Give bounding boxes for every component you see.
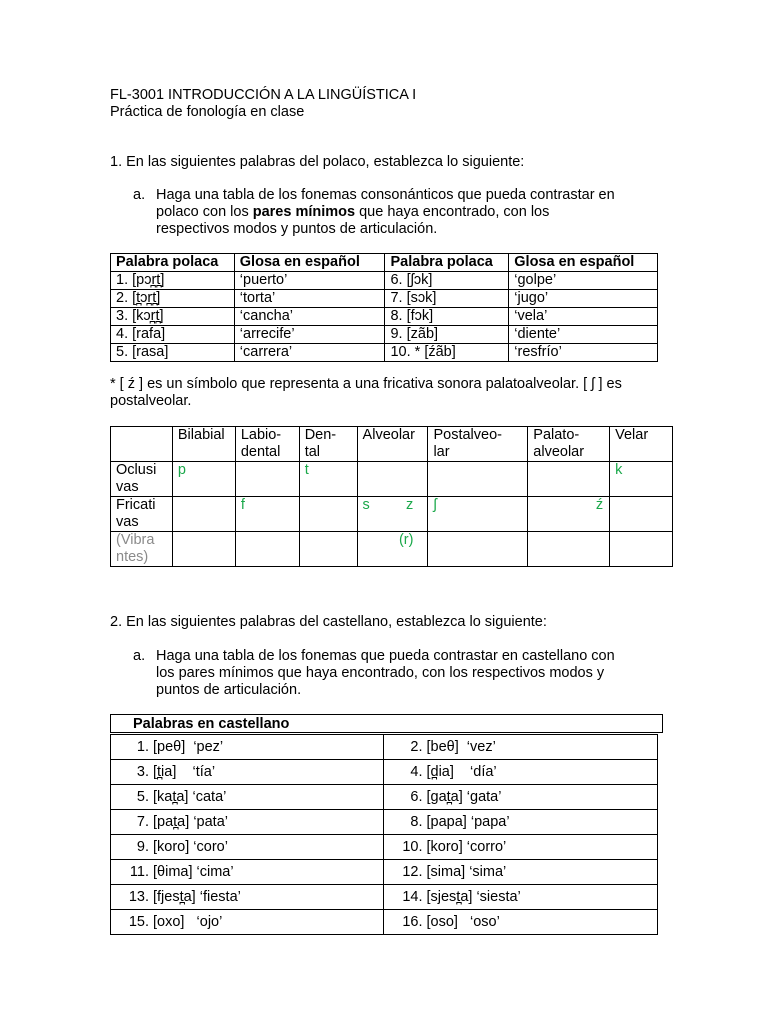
table-cell: ‘puerto’ [234, 272, 385, 290]
table-cell: ‘arrecife’ [234, 326, 385, 344]
phoneme-cell [235, 462, 299, 497]
phoneme-cell: s z [357, 497, 428, 532]
word-cell: 11. [θima] ‘cima’ [111, 860, 384, 885]
table-cell: ‘golpe’ [509, 272, 658, 290]
row-label: Fricati vas [111, 497, 173, 532]
phoneme-cell: k [610, 462, 673, 497]
table-row [111, 835, 658, 860]
phoneme-header-empty [111, 427, 173, 462]
q1-item-line1: Haga una tabla de los fonemas consonánticos que pueda contrastar en [156, 187, 615, 203]
phoneme-header-dental: Den- tal [299, 427, 357, 462]
phoneme-cell [299, 532, 357, 567]
q1-item-line2-pre: polaco con los [156, 204, 253, 220]
spanish-words-table [110, 734, 658, 935]
header-cell: Palabra polaca [111, 254, 235, 272]
phoneme-cell [172, 497, 235, 532]
table-cell: 3. [kɔr̪t̪] [111, 308, 235, 326]
practice-subtitle: Práctica de fonología en clase [110, 104, 305, 120]
table-row [111, 308, 658, 326]
table-row [111, 860, 658, 885]
phoneme-header-postalveolar: Postalveo- lar [428, 427, 528, 462]
table-cell: ‘diente’ [509, 326, 658, 344]
table-cell: 8. [fɔk] [385, 308, 509, 326]
phoneme-cell [528, 462, 610, 497]
header-cell: Palabra polaca [385, 254, 509, 272]
phoneme-table [110, 426, 673, 567]
phoneme-cell: t [299, 462, 357, 497]
phoneme-cell [235, 532, 299, 567]
table-cell: 2. [t̪ɔr̪t̪] [111, 290, 235, 308]
table-row [111, 326, 658, 344]
phoneme-row-oclusivas [111, 462, 673, 497]
phoneme-cell [610, 532, 673, 567]
spanish-table-title: Palabras en castellano [110, 714, 663, 733]
table-row [111, 344, 658, 362]
table-row [111, 735, 658, 760]
word-cell: 4. [d̪ia] ‘día’ [384, 760, 658, 785]
q2-prompt: 2. En las siguientes palabras del castellano, establezca lo siguiente: [110, 614, 547, 630]
phoneme-cell [357, 462, 428, 497]
q1-prompt: 1. En las siguientes palabras del polaco, establezca lo siguiente: [110, 154, 525, 170]
table-cell: ‘resfrío’ [509, 344, 658, 362]
polish-words-table [110, 253, 658, 362]
phoneme-cell: ź [528, 497, 610, 532]
table-cell: 7. [sɔk] [385, 290, 509, 308]
table-cell: 5. [rasa] [111, 344, 235, 362]
word-cell: 7. [pat̪a] ‘pata’ [111, 810, 384, 835]
table-cell: ‘torta’ [234, 290, 385, 308]
phoneme-cell: (r) [357, 532, 428, 567]
phoneme-cell [428, 462, 528, 497]
q1-item-line2-post: que haya encontrado, con los [355, 204, 550, 220]
word-cell: 8. [papa] ‘papa’ [384, 810, 658, 835]
q2-item-line3: puntos de articulación. [156, 682, 302, 698]
table-cell: ‘vela’ [509, 308, 658, 326]
table-cell: 10. * [źãb] [385, 344, 509, 362]
phoneme-header-velar: Velar [610, 427, 673, 462]
word-cell: 2. [beθ] ‘vez’ [384, 735, 658, 760]
word-cell: 16. [oso] ‘oso’ [384, 910, 658, 935]
note-line2: postalveolar. [110, 393, 192, 409]
q1-item-line2-bold: pares mínimos [252, 204, 356, 220]
word-cell: 6. [gat̪a] ‘gata’ [384, 785, 658, 810]
word-cell: 10. [koro] ‘corro’ [384, 835, 658, 860]
phoneme-header-bilabial: Bilabial [172, 427, 235, 462]
word-cell: 5. [kat̪a] ‘cata’ [111, 785, 384, 810]
phoneme-header-palatoalveolar: Palato- alveolar [528, 427, 610, 462]
phoneme-header-alveolar: Alveolar [357, 427, 428, 462]
table-row [111, 910, 658, 935]
table-row [111, 272, 658, 290]
table-cell: ‘cancha’ [234, 308, 385, 326]
phoneme-cell [299, 497, 357, 532]
phoneme-header-row [111, 427, 673, 462]
table-cell: 6. [ʃɔk] [385, 272, 509, 290]
table-cell: ‘carrera’ [234, 344, 385, 362]
q2-item-line1: Haga una tabla de los fonemas que pueda contrastar en castellano con [156, 648, 615, 664]
phoneme-cell [528, 532, 610, 567]
word-cell: 9. [koro] ‘coro’ [111, 835, 384, 860]
table-row [111, 760, 658, 785]
q2-item-line2: los pares mínimos que haya encontrado, con los respectivos modos y [156, 665, 605, 681]
table-cell: 4. [rafa] [111, 326, 235, 344]
phoneme-header-labiodental: Labio- dental [235, 427, 299, 462]
phoneme-cell: p [172, 462, 235, 497]
table-row [111, 290, 658, 308]
polish-table-header-row [111, 254, 658, 272]
phoneme-cell: ʃ [428, 497, 528, 532]
q1-item-line3: respectivos modos y puntos de articulación. [156, 221, 438, 237]
q1-item-marker: a. [133, 187, 146, 203]
row-label: (Vibra ntes) [111, 532, 173, 567]
phoneme-row-vibrantes [111, 532, 673, 567]
phoneme-row-fricativas [111, 497, 673, 532]
word-cell: 3. [t̪ia] ‘tía’ [111, 760, 384, 785]
phoneme-cell: f [235, 497, 299, 532]
word-cell: 15. [oxo] ‘ojo’ [111, 910, 384, 935]
header-cell: Glosa en español [509, 254, 658, 272]
q1-item-line2 [156, 204, 549, 221]
table-cell: ‘jugo’ [509, 290, 658, 308]
word-cell: 1. [peθ] ‘pez’ [111, 735, 384, 760]
word-cell: 13. [fjest̪a] ‘fiesta’ [111, 885, 384, 910]
table-cell: 9. [zãb] [385, 326, 509, 344]
table-cell: 1. [pɔr̪t̪] [111, 272, 235, 290]
table-row [111, 785, 658, 810]
phoneme-cell [172, 532, 235, 567]
note-line1: * [ ź ] es un símbolo que representa a una fricativa sonora palatoalveolar. [ ʃ ] es [110, 376, 622, 392]
row-label: Oclusi vas [111, 462, 173, 497]
header-cell: Glosa en español [234, 254, 385, 272]
phoneme-cell [610, 497, 673, 532]
q2-item-marker: a. [133, 648, 146, 664]
phoneme-cell [428, 532, 528, 567]
word-cell: 14. [sjest̪a] ‘siesta’ [384, 885, 658, 910]
table-row [111, 885, 658, 910]
course-title: FL-3001 INTRODUCCIÓN A LA LINGÜÍSTICA I [110, 87, 417, 103]
word-cell: 12. [sima] ‘sima’ [384, 860, 658, 885]
table-row [111, 810, 658, 835]
